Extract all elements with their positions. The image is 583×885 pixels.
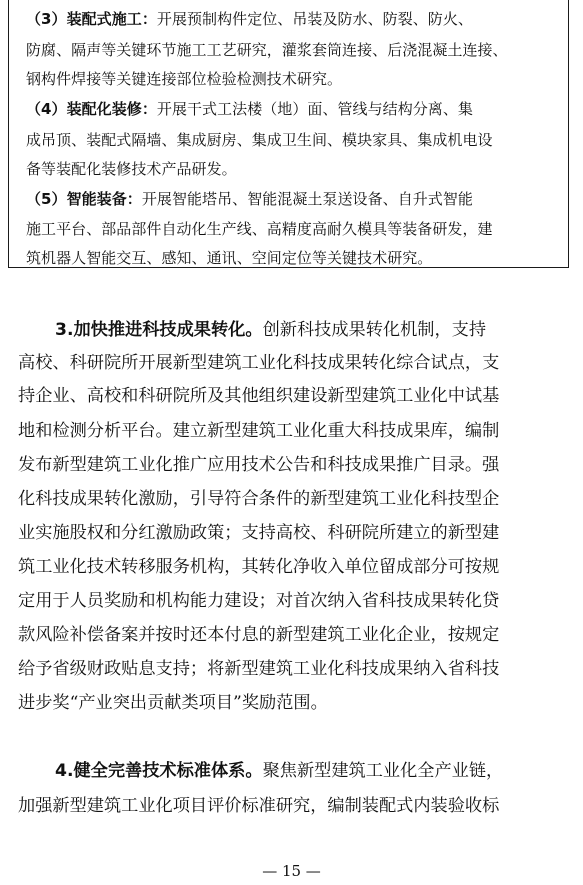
box-p5-line3: 筑机器人智能交互、感知、通讯、空间定位等关键技术研究。: [26, 249, 433, 267]
box-p4-line3: 备等装配化装修技术产品研发。: [26, 160, 237, 178]
section3-line7: 业实施股权和分红激励政策；支持高校、科研院所建立的新型建: [18, 523, 500, 543]
box-p4-line2: 成吊顶、装配式隔墙、集成厨房、集成卫生间、模块家具、集成机电设: [26, 131, 493, 149]
section3-line11: 给予省级财政贴息支持；将新型建筑工业化科技成果纳入省科技: [18, 659, 500, 679]
highlight-box: [8, 0, 569, 268]
section4-line1-text: 聚焦新型建筑工业化全产业链，: [262, 761, 504, 781]
box-p4-line1: [26, 99, 473, 119]
box-p3-heading: （3）装配式施工：: [26, 10, 157, 28]
section3-line1-text: 创新科技成果转化机制，支持: [262, 320, 487, 340]
section3-line6: 化科技成果转化激励，引导符合条件的新型建筑工业化科技型企: [18, 489, 500, 509]
page-number: — 15 —: [262, 862, 321, 880]
box-p4-heading: （4）装配化装修：: [26, 100, 157, 118]
box-p3-line1: [26, 9, 473, 29]
section3-line12: 进步奖“产业突出贡献类项目”奖励范围。: [18, 693, 328, 713]
section3-line5: 发布新型建筑工业化推广应用技术公告和科技成果推广目录。强: [18, 455, 500, 475]
section4-line1: [55, 759, 503, 783]
section4-heading: 4.健全完善技术标准体系。: [55, 761, 263, 781]
section3-line10: 款风险补偿备案并按时还本付息的新型建筑工业化企业，按规定: [18, 625, 500, 645]
box-p5-line2: 施工平台、部品部件自动化生产线、高精度高耐久模具等装备研发，建: [26, 220, 493, 238]
section3-line1: [55, 318, 486, 342]
section3-line4: 地和检测分析平台。建立新型建筑工业化重大科技成果库，编制: [18, 421, 500, 441]
box-p3-line1-text: 开展预制构件定位、吊装及防水、防裂、防火、: [156, 10, 473, 28]
section3-line9: 定用于人员奖励和机构能力建设；对首次纳入省科技成果转化贷: [18, 591, 500, 611]
section3-line3: 持企业、高校和科研院所及其他组织建设新型建筑工业化中试基: [18, 386, 500, 406]
box-p4-line1-text: 开展干式工法楼（地）面、管线与结构分离、集: [156, 100, 473, 118]
box-p5-heading: （5）智能装备：: [26, 190, 142, 208]
box-p5-line1: [26, 189, 473, 209]
box-p3-line3: 钢构件焊接等关键连接部位检验检测技术研究。: [26, 70, 343, 88]
section3-heading: 3.加快推进科技成果转化。: [55, 320, 263, 340]
box-p5-line1-text: 开展智能塔吊、智能混凝土泵送设备、自升式智能: [141, 190, 473, 208]
section3-line2: 高校、科研院所开展新型建筑工业化科技成果转化综合试点，支: [18, 353, 500, 373]
box-p3-line2: 防腐、隔声等关键环节施工工艺研究，灌浆套筒连接、后浇混凝土连接、: [26, 41, 508, 59]
section3-line8: 筑工业化技术转移服务机构，其转化净收入单位留成部分可按规: [18, 557, 500, 577]
section4-line2: 加强新型建筑工业化项目评价标准研究，编制装配式内装验收标: [18, 796, 500, 816]
